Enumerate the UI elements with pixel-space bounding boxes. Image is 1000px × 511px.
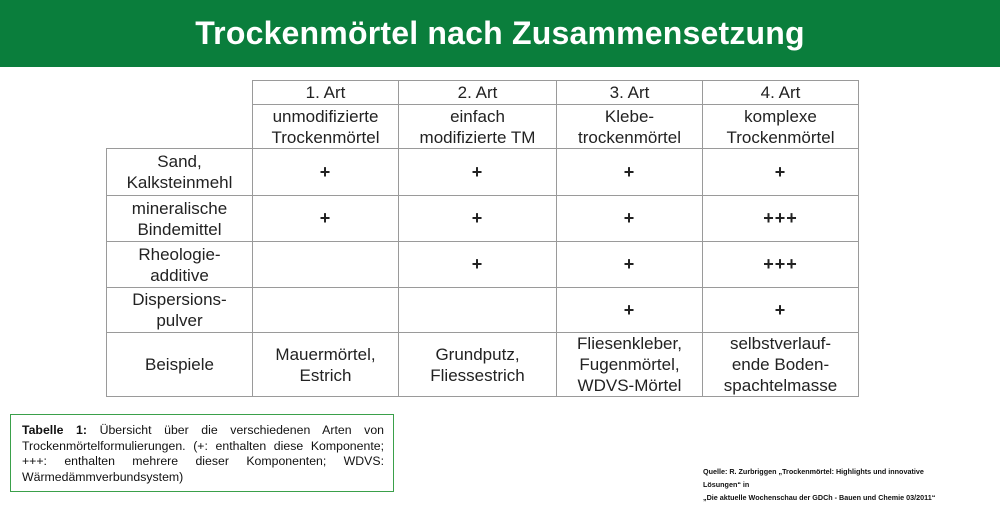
row-label: mineralische Bindemittel bbox=[107, 196, 253, 242]
table-cell: + bbox=[557, 242, 703, 288]
table-cell bbox=[399, 288, 557, 333]
column-header-desc: unmodifizierte Trockenmörtel bbox=[253, 105, 399, 149]
table-row-dispersion bbox=[107, 288, 859, 333]
row-label: Sand, Kalksteinmehl bbox=[107, 149, 253, 196]
corner-cell bbox=[107, 81, 253, 105]
corner-cell bbox=[107, 105, 253, 149]
table-row-beispiele bbox=[107, 333, 859, 397]
table-caption bbox=[10, 414, 394, 492]
source-line: Lösungen“ in bbox=[703, 480, 750, 489]
table-row-rheologie bbox=[107, 242, 859, 288]
table-cell: Grundputz, Fliessestrich bbox=[399, 333, 557, 397]
table-cell: + bbox=[399, 149, 557, 196]
table-cell: Mauermörtel, Estrich bbox=[253, 333, 399, 397]
table-cell: selbstverlauf- ende Boden- spachtelmasse bbox=[703, 333, 859, 397]
column-header-art: 2. Art bbox=[399, 81, 557, 105]
page-title: Trockenmörtel nach Zusammensetzung bbox=[195, 15, 805, 51]
column-header-desc: Klebe- trockenmörtel bbox=[557, 105, 703, 149]
table-cell: +++ bbox=[703, 196, 859, 242]
table-row-bindemittel bbox=[107, 196, 859, 242]
column-header-desc: komplexe Trockenmörtel bbox=[703, 105, 859, 149]
table-cell: + bbox=[703, 149, 859, 196]
row-label: Dispersions- pulver bbox=[107, 288, 253, 333]
column-header-art: 4. Art bbox=[703, 81, 859, 105]
table-cell bbox=[253, 242, 399, 288]
table-cell: + bbox=[253, 149, 399, 196]
header-row-desc bbox=[107, 105, 859, 149]
source-line: „Die aktuelle Wochenschau der GDCh - Bauen und Chemie 03/2011“ bbox=[703, 493, 936, 502]
caption-text: Übersicht über die verschiedenen Arten von Trockenmörtelformulierungen. (+: enthalten diese Komponente; +++: enthalten mehrere dieser Komponenten; WDVS: Wärmedämmverbundsystem) bbox=[22, 423, 384, 484]
table-cell: Fliesenkleber, Fugenmörtel, WDVS-Mörtel bbox=[557, 333, 703, 397]
title-bar bbox=[0, 0, 1000, 67]
table-cell: +++ bbox=[703, 242, 859, 288]
table-cell: + bbox=[253, 196, 399, 242]
column-header-art: 3. Art bbox=[557, 81, 703, 105]
source-line: Quelle: R. Zurbriggen „Trockenmörtel: Highlights und innovative bbox=[703, 467, 924, 476]
composition-table bbox=[106, 80, 858, 396]
table-cell bbox=[253, 288, 399, 333]
composition-grid bbox=[106, 80, 859, 397]
row-label: Rheologie- additive bbox=[107, 242, 253, 288]
table-row-sand bbox=[107, 149, 859, 196]
row-label: Beispiele bbox=[107, 333, 253, 397]
table-cell: + bbox=[399, 196, 557, 242]
header-row-art bbox=[107, 81, 859, 105]
column-header-art: 1. Art bbox=[253, 81, 399, 105]
table-cell: + bbox=[557, 149, 703, 196]
table-cell: + bbox=[703, 288, 859, 333]
table-cell: + bbox=[557, 288, 703, 333]
source-citation bbox=[703, 465, 993, 504]
column-header-desc: einfach modifizierte TM bbox=[399, 105, 557, 149]
table-cell: + bbox=[399, 242, 557, 288]
caption-label: Tabelle 1: bbox=[22, 423, 87, 437]
table-cell: + bbox=[557, 196, 703, 242]
